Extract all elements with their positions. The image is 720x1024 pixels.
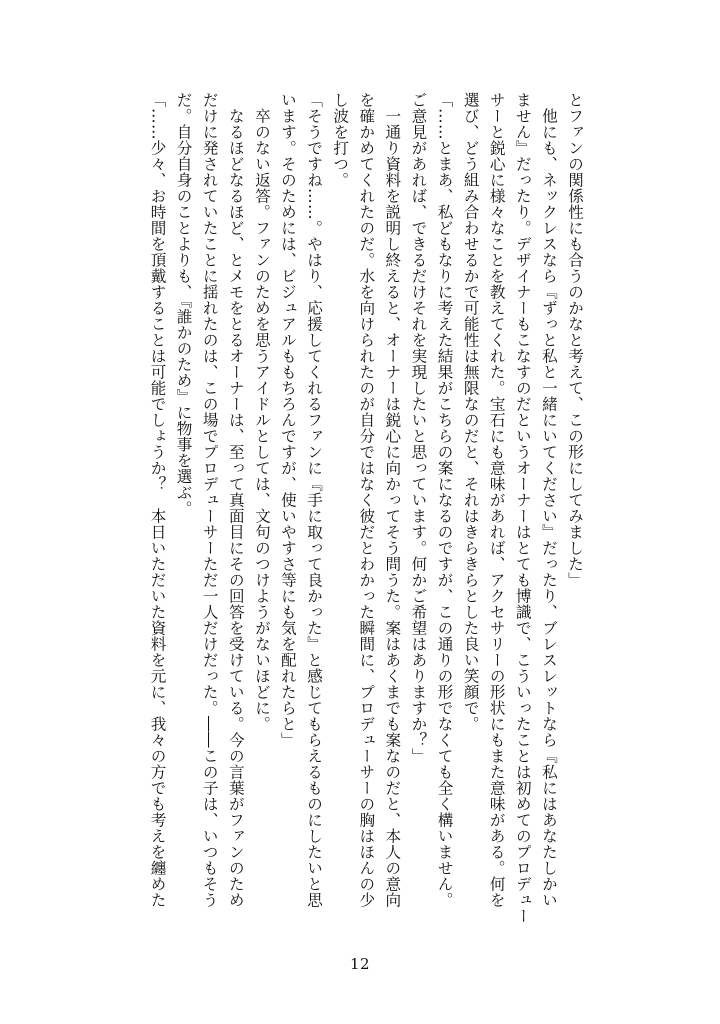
text-line: し波を打つ。 bbox=[331, 92, 350, 188]
text-line: なるほどなるほど、とメモをとるオーナーは、至って真面目にその回答を受けている。今の言葉がファンのため bbox=[226, 92, 245, 908]
text-line: を確かめてくれたのだ。水を向けられたのが自分ではなく彼だとわかった瞬間に、プロデューサーの胸はほんの少 bbox=[357, 92, 376, 908]
text-line: 選び、どう組み合わせるかで可能性は無限なのだと、それはきらきらとした良い笑顔で。 bbox=[461, 92, 480, 732]
text-line: ません』だったり。デザイナーもこなすのだというオーナーはとても博識で、こういったことは初めてのプロデュー bbox=[513, 92, 532, 924]
text-line: サーと鋭心に様々なことを教えてくれた。宝石にも意味があれば、アクセサリーの形状にもまた意味がある。何を bbox=[487, 92, 506, 908]
page-number: 12 bbox=[349, 955, 371, 973]
text-line: います。そのためには、ビジュアルももちろんですが、使いやすさ等にも気を配れたらと」 bbox=[278, 92, 297, 748]
text-line: だ。自分自身のことよりも、『誰かのため』に物事を選ぶ。 bbox=[174, 92, 193, 517]
text-line: 「……少々、お時間を頂戴することは可能でしょうか？ 本日いただいた資料を元に、我々の方でも考えを纏めた bbox=[148, 92, 167, 908]
text-line: ご意見があれば、できるだけそれを実現したいと思っています。何かご希望はありますか？」 bbox=[409, 92, 428, 764]
text-line: 「そうですね……。やはり、応援してくれるファンに『手に取って良かった』と感じてもらえるものにしたいと思 bbox=[305, 92, 324, 908]
text-line: 卒のない返答。ファンのためを思うアイドルとしては、文句のつけようがないほどに。 bbox=[252, 92, 271, 732]
vertical-text-block bbox=[118, 92, 588, 942]
text-line: 一通り資料を説明し終えると、オーナーは鋭心に向かってそう問うた。案はあくまでも案なのだと、本人の意向 bbox=[383, 92, 402, 908]
text-line: 「……とまあ、私どもなりに考えた結果がこちらの案になるのですが、この通りの形でなくても全く構いません。 bbox=[435, 92, 454, 908]
text-line: だけに発されていたことに揺れたのは、この場でプロデューサーただ一人だけだった。――この子は、いつもそう bbox=[200, 92, 219, 908]
text-line: 他にも、ネックレスなら『ずっと私と一緒にいてください』だったり、ブレスレットなら『私にはあなたしかい bbox=[539, 92, 558, 908]
text-line: とファンの関係性にも合うのかなと考えて、この形にしてみました」 bbox=[566, 92, 584, 588]
